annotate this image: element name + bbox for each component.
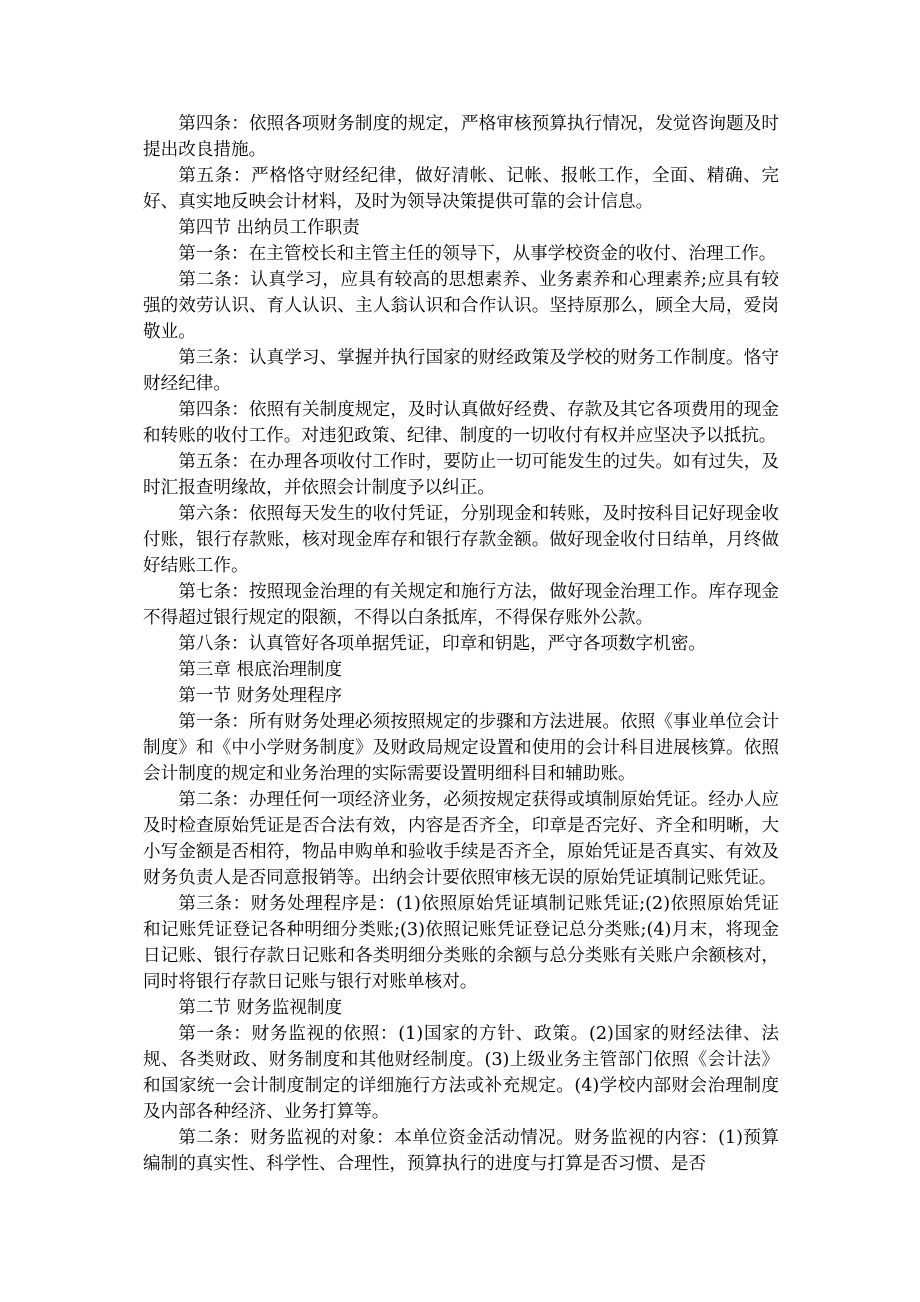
- procedure-article-3: 第三条：财务处理程序是：(1)依照原始凭证填制记账凭证;(2)依照原始凭证和记账凭证登记各种明细分类账;(3)依照记账凭证登记总分类账;(4)月末，将现金日记账、银行存款日记账和各类明细分类账的余额与总分类账有关账户余额核对，同时将银行存款日记账与银行对账单核对。: [143, 894, 779, 992]
- section-heading-supervision-system: 第二节 财务监视制度: [178, 998, 343, 1018]
- supervision-article-1: 第一条：财务监视的依照：(1)国家的方针、政策。(2)国家的财经法律、法规、各类财政、财务制度和其他财经制度。(3)上级业务主管部门依照《会计法》和国家统一会计制度制定的详细施行方法或补充规定。(4)学校内部财会治理制度及内部各种经济、业务打算等。: [143, 1024, 779, 1122]
- section-heading-cashier-duties: 第四节 出纳员工作职责: [178, 218, 360, 238]
- chapter-heading-basic-management: 第三章 根底治理制度: [178, 660, 343, 680]
- cashier-article-7: 第七条：按照现金治理的有关规定和施行方法，做好现金治理工作。库存现金不得超过银行规定的限额，不得以白条抵库，不得保存账外公款。: [143, 582, 779, 628]
- document-body: [143, 111, 779, 1177]
- article-5-financial-discipline: 第五条：严格恪守财经纪律，做好清帐、记帐、报帐工作，全面、精确、完好、真实地反映会计材料，及时为领导决策提供可靠的会计信息。: [143, 166, 779, 212]
- supervision-article-2: 第二条：财务监视的对象：本单位资金活动情况。财务监视的内容：(1)预算编制的真实性、科学性、合理性，预算执行的进度与打算是否习惯、是否: [143, 1128, 779, 1174]
- section-heading-processing-procedure: 第一节 财务处理程序: [178, 686, 343, 706]
- cashier-article-8: 第八条：认真管好各项单据凭证，印章和钥匙，严守各项数字机密。: [178, 634, 707, 654]
- cashier-article-6: 第六条：依照每天发生的收付凭证，分别现金和转账，及时按科目记好现金收付账，银行存款账，核对现金库存和银行存款金额。做好现金收付日结单，月终做好结账工作。: [143, 504, 779, 576]
- procedure-article-2: 第二条：办理任何一项经济业务，必须按规定获得或填制原始凭证。经办人应及时检查原始凭证是否合法有效，内容是否齐全，印章是否完好、齐全和明晰，大小写金额是否相符，物品申购单和验收手续是否齐全，原始凭证是否真实、有效及财务负责人是否同意报销等。出纳会计要依照审核无误的原始凭证填制记账凭证。: [143, 790, 779, 888]
- cashier-article-2: 第二条：认真学习，应具有较高的思想素养、业务素养和心理素养;应具有较强的效劳认识、育人认识、主人翁认识和合作认识。坚持原那么，顾全大局，爱岗敬业。: [143, 270, 779, 342]
- cashier-article-3: 第三条：认真学习、掌握并执行国家的财经政策及学校的财务工作制度。恪守财经纪律。: [143, 348, 779, 394]
- cashier-article-5: 第五条：在办理各项收付工作时，要防止一切可能发生的过失。如有过失，及时汇报查明缘故，并依照会计制度予以纠正。: [143, 452, 779, 498]
- procedure-article-1: 第一条：所有财务处理必须按照规定的步骤和方法进展。依照《事业单位会计制度》和《中小学财务制度》及财政局规定设置和使用的会计科目进展核算。依照会计制度的规定和业务治理的实际需要设置明细科目和辅助账。: [143, 712, 779, 784]
- cashier-article-4: 第四条：依照有关制度规定，及时认真做好经费、存款及其它各项费用的现金和转账的收付工作。对违犯政策、纪律、制度的一切收付有权并应坚决予以抵抗。: [143, 400, 779, 446]
- cashier-article-1: 第一条：在主管校长和主管主任的领导下，从事学校资金的收付、治理工作。: [178, 244, 777, 264]
- article-4-budget-review: 第四条：依照各项财务制度的规定，严格审核预算执行情况，发觉咨询题及时提出改良措施。: [143, 114, 779, 160]
